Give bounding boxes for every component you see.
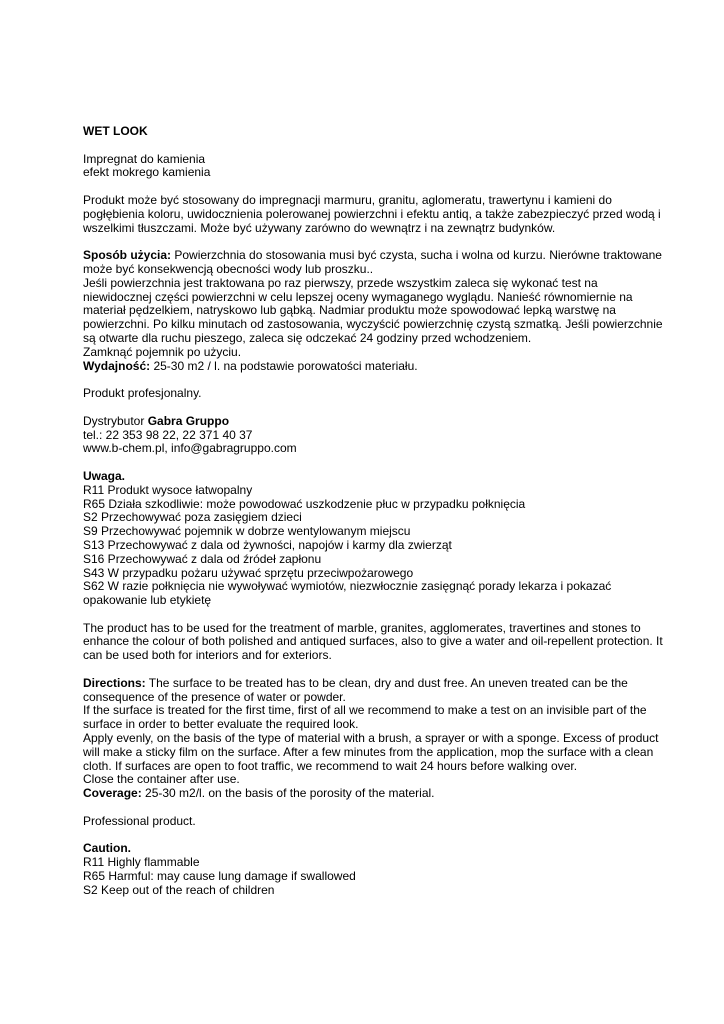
pl-coverage-label: Wydajność: <box>83 358 151 373</box>
en-caution-item: R65 Harmful: may cause lung damage if swallowed <box>83 869 356 884</box>
en-directions-text-3: Apply evenly, on the basis of the type of material with a brush, a sprayer or with a sponge. Excess of product will make a sticky film on the surface. After a few minutes from the application, mop the surface with a clean cloth. If surfaces are open to foot traffic, we recommend to wait 24 hours before walking over. <box>83 731 659 773</box>
pl-distributor-prefix: Dystrybutor <box>83 413 148 428</box>
document-page <box>83 125 663 898</box>
pl-directions-text-1: Powierzchnia do stosowania musi być czysta, sucha i wolna od kurzu. Nierówne traktowane może być konsekwencją obecności wody lub proszku.. <box>83 248 662 276</box>
pl-directions <box>83 249 663 277</box>
pl-caution-item: S16 Przechowywać z dala od źródeł zapłonu <box>83 551 322 566</box>
pl-caution-item: S13 Przechowywać z dala od żywności, napojów i karmy dla zwierząt <box>83 537 452 552</box>
en-caution-item: S2 Keep out of the reach of children <box>83 882 275 897</box>
pl-caution-item: S2 Przechowywać poza zasięgiem dzieci <box>83 510 302 525</box>
en-directions-label: Directions: <box>83 675 146 690</box>
en-directions <box>83 677 663 705</box>
en-coverage <box>83 787 663 801</box>
pl-caution-item: S62 W razie połknięcia nie wywoływać wymiotów, niezwłocznie zasięgnąć porady lekarza i pokazać opakowanie lub etykietę <box>83 579 612 608</box>
en-coverage-label: Coverage: <box>83 786 142 801</box>
pl-web: www.b-chem.pl, info@gabragruppo.com <box>83 441 297 456</box>
en-directions-text-2: If the surface is treated for the first time, first of all we recommend to make a test on an invisible part of the surface in order to better evaluate the required look. <box>83 703 647 732</box>
en-directions-text-4: Close the container after use. <box>83 772 240 787</box>
pl-directions-text-3: Zamknąć pojemnik po użyciu. <box>83 344 242 359</box>
document-title: WET LOOK <box>83 124 148 138</box>
subtitle-line-1: Impregnat do kamienia <box>83 151 206 166</box>
en-caution-label: Caution. <box>83 841 131 856</box>
pl-directions-label: Sposób użycia: <box>83 248 172 263</box>
en-directions-text-1: The surface to be treated has to be clean, dry and dust free. An uneven treated can be the consequence of the presence of water or powder. <box>83 675 628 704</box>
pl-phone: tel.: 22 353 98 22, 22 371 40 37 <box>83 427 253 442</box>
pl-distributor <box>83 415 663 429</box>
pl-caution-item: S9 Przechowywać pojemnik w dobrze wentylowanym miejscu <box>83 524 411 539</box>
pl-intro: Produkt może być stosowany do impregnacji marmuru, granitu, aglomeratu, trawertynu i kamieni do pogłębienia koloru, uwidocznienia polerowanej powierzchni i efektu antiq, a także zabezpieczyć przed wodą i wszelkimi tłuszczami. Może być używany zarówno do wewnątrz i na zewnątrz budynków. <box>83 192 661 235</box>
subtitle-line-2: efekt mokrego kamienia <box>83 165 211 180</box>
en-coverage-text: 25-30 m2/l. on the basis of the porosity of the material. <box>141 786 435 801</box>
pl-coverage-text: 25-30 m2 / l. na podstawie porowatości materiału. <box>150 358 418 373</box>
pl-caution-item: R11 Produkt wysoce łatwopalny <box>83 482 253 497</box>
en-intro: The product has to be used for the treatment of marble, granites, agglomerates, travertines and stones to enhance the colour of both polished and antiqued surfaces, also to give a water and oil-repellent protection. It can be used both for interiors and for exteriors. <box>83 620 663 663</box>
en-caution-item: R11 Highly flammable <box>83 855 200 870</box>
pl-directions-text-2: Jeśli powierzchnia jest traktowana po raz pierwszy, przede wszystkim zaleca się wykonać test na niewidocznej części powierzchni w celu lepszej oceny wymaganego wyglądu. Nanieść równomiernie na materiał pędzelkiem, natryskowo lub gąbką. Nadmiar produktu może spowodować lepką warstwę na powierzchni. Po kilku minutach od zastosowania, wyczyścić powierzchnię czystą szmatką. Jeśli powierzchnie są otwarte dla ruchu pieszego, zaleca się odczekać 24 godziny przed wchodzeniem. <box>83 275 663 345</box>
pl-caution-label: Uwaga. <box>83 468 126 483</box>
en-professional: Professional product. <box>83 813 196 828</box>
pl-professional: Produkt profesjonalny. <box>83 386 202 401</box>
pl-coverage <box>83 360 663 374</box>
pl-caution-item: R65 Działa szkodliwie: może powodować uszkodzenie płuc w przypadku połknięcia <box>83 496 526 511</box>
pl-caution-item: S43 W przypadku pożaru używać sprzętu przeciwpożarowego <box>83 565 414 580</box>
pl-distributor-name: Gabra Gruppo <box>147 413 230 428</box>
